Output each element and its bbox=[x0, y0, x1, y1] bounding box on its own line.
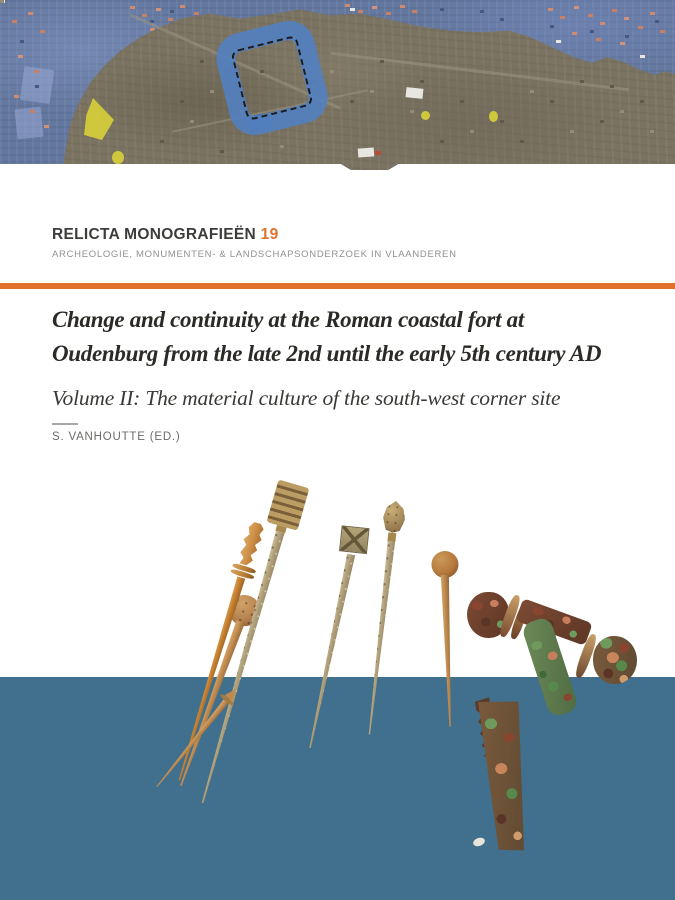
series-number: 19 bbox=[260, 226, 279, 243]
editor-name: S. VANHOUTTE (ED.) bbox=[52, 431, 181, 443]
brooch-crossbar bbox=[515, 598, 593, 646]
book-title-line1: Change and continuity at the Roman coastal fort at bbox=[52, 307, 524, 332]
map-building-white bbox=[358, 147, 375, 157]
pin-ball-head bbox=[431, 551, 459, 579]
map-yellow-patch bbox=[489, 111, 498, 122]
map-building-white bbox=[406, 87, 424, 99]
map-yellow-patch bbox=[112, 151, 124, 164]
pin-neck bbox=[275, 525, 286, 534]
series-tagline: ARCHEOLOGIE, MONUMENTEN- & LANDSCHAPSONDERZOEK IN VLAANDEREN bbox=[52, 249, 457, 260]
pin-collar bbox=[232, 563, 256, 575]
brooch-collar bbox=[573, 633, 598, 680]
series-title bbox=[52, 226, 279, 244]
book-title bbox=[52, 303, 652, 371]
map-building-red bbox=[375, 151, 381, 155]
map-texture-light bbox=[0, 0, 4, 3]
map-field-patch bbox=[15, 107, 44, 140]
book-title-line2: Oudenburg from the late 2nd until the early 5th century AD bbox=[52, 341, 602, 366]
teal-band bbox=[0, 677, 675, 900]
series-name: RELICTA MONOGRAFIEËN bbox=[52, 226, 257, 243]
volume-subtitle: Volume II: The material culture of the south-west corner site bbox=[52, 386, 561, 410]
pin-figure-head bbox=[234, 519, 270, 568]
brooch-collar bbox=[509, 602, 530, 641]
aerial-map-banner bbox=[0, 0, 675, 170]
pin-collar bbox=[230, 568, 254, 580]
brooch-left-knob bbox=[467, 592, 509, 638]
map-field-patch bbox=[20, 66, 54, 104]
pin-acorn-head bbox=[381, 500, 406, 534]
pin-neck bbox=[387, 532, 396, 542]
brooch-collar bbox=[498, 594, 522, 639]
map-yellow-patch bbox=[421, 111, 430, 120]
pin-ball-head bbox=[224, 591, 265, 631]
pin-cross-head bbox=[339, 525, 370, 554]
accent-rule bbox=[0, 283, 675, 289]
pin-ridged-head bbox=[266, 480, 309, 531]
editor-rule bbox=[52, 423, 78, 425]
